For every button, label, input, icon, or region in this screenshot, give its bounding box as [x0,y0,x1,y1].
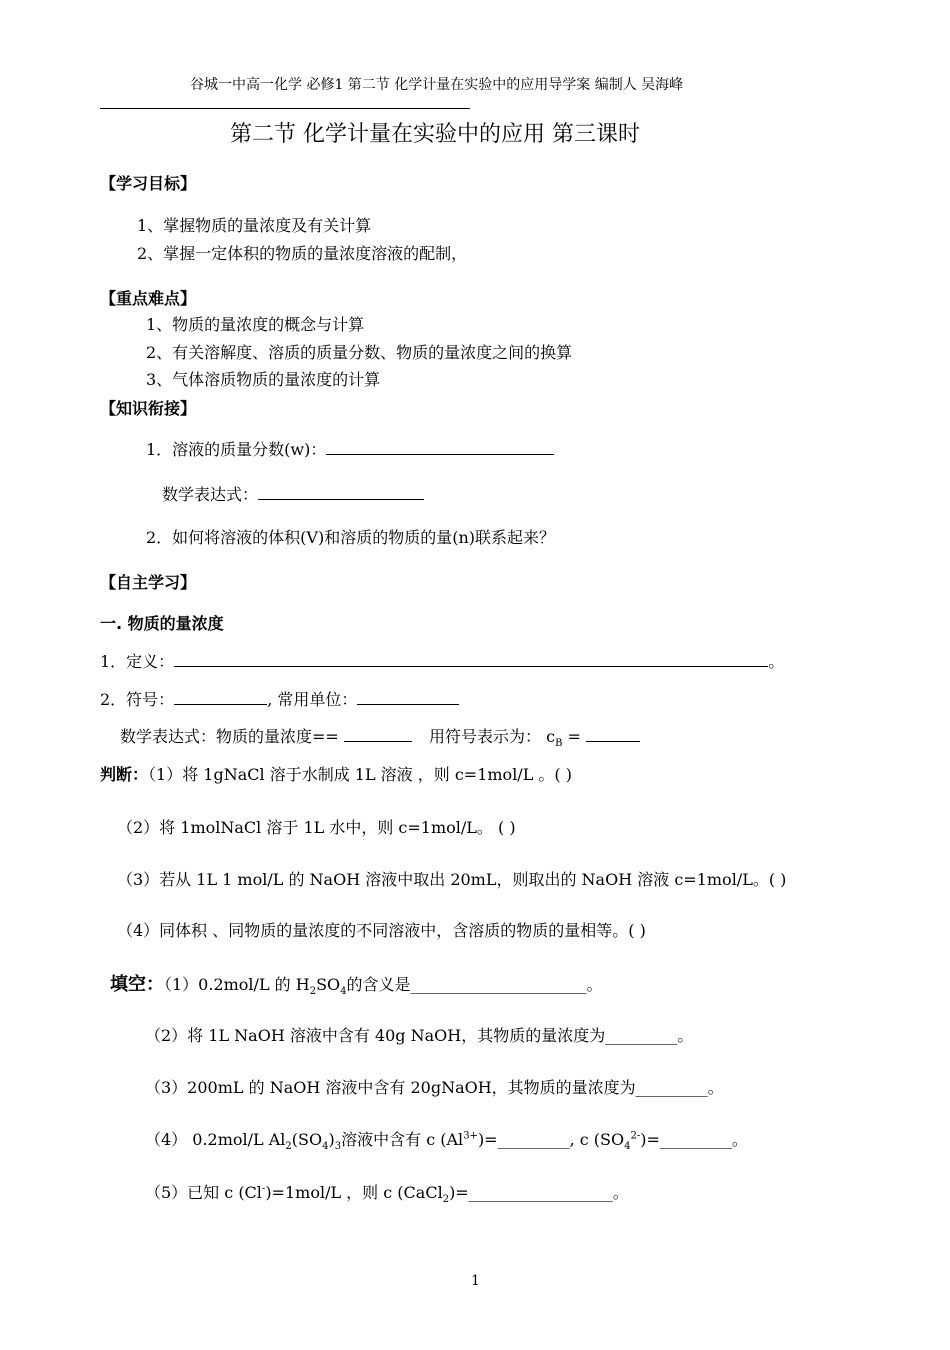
fill-question-5 [145,1180,629,1205]
connection-heading: 【知识衔接】 [100,399,197,418]
expression-line [120,724,640,749]
judge-question-4: （4）同体积 、同物质的量浓度的不同溶液中，含溶质的物质的量相等。( ) [117,921,646,940]
subscript: 4 [340,986,347,998]
answer-blank: ______________________ [410,975,587,994]
question-text: 1．溶液的质量分数(w)： [146,440,327,459]
judge-label: 判断： [100,765,149,784]
expression-label: 数学表达式：物质的量浓度== [120,727,339,746]
fill-question-3: （3）200mL 的 NaOH 溶液中含有 20gNaOH，其物质的量浓度为_________。 [145,1078,724,1097]
fill-label: 填空： [110,974,164,995]
subscript: 3 [334,1141,342,1153]
keypoint-item: 2、有关溶解度、溶质的质量分数、物质的量浓度之间的换算 [146,343,573,362]
header-rule [100,108,470,109]
symbol-expression: 用符号表示为： c [429,727,556,746]
definition-label: 1．定义： [100,652,175,671]
unit-label: , 常用单位： [267,690,358,709]
definition-line [100,649,784,672]
connection-question-1 [146,437,554,460]
question-text: （4） 0.2mol/L Al [145,1130,286,1149]
keypoint-item: 1、物质的量浓度的概念与计算 [146,315,365,334]
question-text: （5）已知 c (Cl [145,1183,262,1202]
subscript: 2 [442,1194,450,1206]
question-text: )=_________。 [640,1130,748,1149]
superscript: - [261,1183,266,1195]
question-text: （1）0.2mol/L 的 H [164,975,310,994]
objective-item: 1、掌握物质的量浓度及有关计算 [137,216,372,235]
definition-end: 。 [768,652,785,671]
answer-blank [326,440,554,455]
connection-expression [162,482,424,505]
answer-blank [357,690,459,705]
judge-question-2: （2）将 1molNaCl 溶于 1L 水中，则 c=1mol/L。 ( ) [117,818,516,837]
question-text: )=1mol/L ，则 c (CaCl [265,1183,443,1202]
judge-question-1 [100,762,572,785]
question-text: 数学表达式： [162,485,259,504]
superscript: 2- [630,1130,641,1142]
answer-blank [586,727,640,742]
subscript: 4 [624,1141,631,1153]
section-heading: 一. 物质的量浓度 [100,614,224,633]
fill-question-1 [110,970,603,997]
symbol-line [100,687,459,710]
question-text: 的含义是 [346,975,411,994]
question-text: （1）将 1gNaCl 溶于水制成 1L 溶液 ，则 c=1mol/L 。( ) [148,765,572,784]
objectives-heading: 【学习目标】 [100,174,197,193]
judge-question-3: （3）若从 1L 1 mol/L 的 NaOH 溶液中取出 20mL，则取出的 NaOH 溶液 c=1mol/L。( ) [117,870,787,889]
fill-question-4 [145,1127,748,1152]
symbol-label: 2．符号： [100,690,175,709]
subscript: 4 [322,1141,329,1153]
question-text: )=_________, c (SO [477,1130,625,1149]
answer-blank [174,652,768,667]
answer-blank [174,690,267,705]
selfstudy-heading: 【自主学习】 [100,573,197,592]
connection-question-2: 2．如何将溶液的体积(V)和溶质的物质的量(n)联系起来？ [146,528,556,547]
objective-item: 2、掌握一定体积的物质的量浓度溶液的配制， [137,244,468,263]
answer-blank [344,727,412,742]
question-text: (SO [291,1130,323,1149]
subscript: 2 [309,986,317,998]
subscript: B [555,738,563,750]
page-number: 1 [471,1273,480,1289]
equals: = [562,727,581,746]
keypoint-item: 3、气体溶质物质的量浓度的计算 [146,370,381,389]
fill-question-2: （2）将 1L NaOH 溶液中含有 40g NaOH，其物质的量浓度为_________。 [145,1026,694,1045]
superscript: 3+ [463,1130,478,1142]
question-end: 。 [586,975,603,994]
subscript: 2 [285,1141,292,1153]
question-text: SO [316,975,341,994]
page-title: 第二节 化学计量在实验中的应用 第三课时 [230,122,640,147]
question-text: 溶液中含有 c (Al [341,1130,464,1149]
question-text: ) [328,1130,335,1149]
keypoints-heading: 【重点难点】 [100,289,197,308]
running-header: 谷城一中高一化学 必修1 第二节 化学计量在实验中的应用导学案 编制人 吴海峰 [190,77,684,93]
question-text: )=__________________。 [449,1183,629,1202]
answer-blank [258,485,424,500]
